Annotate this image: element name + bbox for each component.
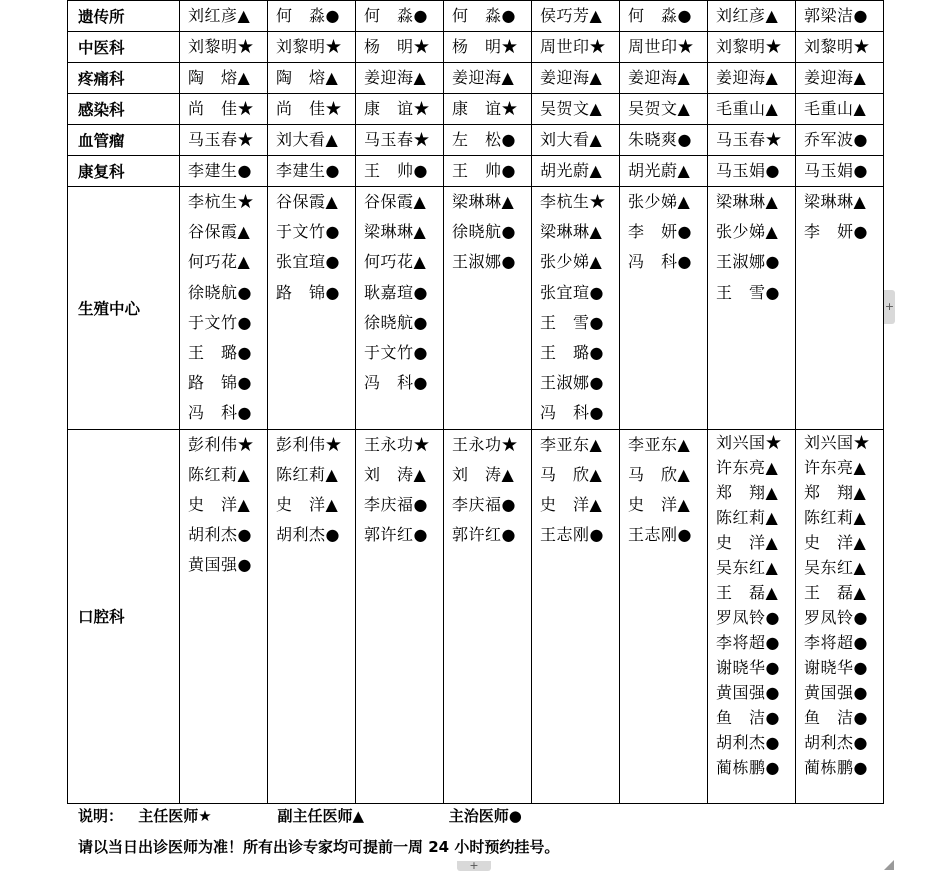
schedule-cell xyxy=(620,1,708,32)
doctor-entry: 罗凤铃● xyxy=(804,607,868,627)
doctor-entry: 马 欣▲ xyxy=(628,464,691,484)
doctor-entry: 李将超● xyxy=(716,632,780,652)
doctor-entry: 刘兴国★ xyxy=(804,432,871,452)
doctor-entry: 于文竹● xyxy=(188,312,252,332)
schedule-cell xyxy=(620,156,708,187)
department-row xyxy=(68,1,884,32)
doctor-entry: 谷保霞▲ xyxy=(188,222,251,242)
doctor-entry: 王 雪● xyxy=(540,312,604,332)
doctor-entry: 马玉春★ xyxy=(716,130,783,149)
doctor-entry: 李建生● xyxy=(188,161,252,180)
doctor-entry: 毛重山▲ xyxy=(804,99,867,118)
doctor-entry: 周世印★ xyxy=(540,37,607,56)
doctor-entry: 黄国强● xyxy=(188,554,252,574)
doctor-entry: 朱晓爽● xyxy=(628,130,692,149)
schedule-cell xyxy=(268,32,356,63)
doctor-entry: 谢晓华● xyxy=(716,657,780,677)
department-row xyxy=(68,63,884,94)
doctor-entry: 吴东红▲ xyxy=(716,557,779,577)
doctor-entry: 何 淼● xyxy=(628,6,692,25)
doctor-entry: 刘黎明★ xyxy=(716,37,783,56)
schedule-cell xyxy=(708,1,796,32)
schedule-cell xyxy=(444,1,532,32)
doctor-entry: 刘大看▲ xyxy=(276,130,339,149)
table-resize-icon[interactable] xyxy=(884,860,894,870)
doctor-entry: 尚 佳★ xyxy=(276,99,343,118)
doctor-entry: 徐晓航● xyxy=(452,222,516,242)
doctor-entry: 杨 明★ xyxy=(452,37,519,56)
doctor-entry: 马玉娟● xyxy=(804,161,868,180)
schedule-table xyxy=(67,0,884,804)
schedule-cell xyxy=(708,63,796,94)
doctor-entry: 谢晓华● xyxy=(804,657,868,677)
doctor-entry: 陈红莉▲ xyxy=(276,464,339,484)
doctor-entry: 刘黎明★ xyxy=(804,37,871,56)
department-row xyxy=(68,125,884,156)
doctor-entry: 郑 翔▲ xyxy=(804,482,867,502)
doctor-entry: 马玉春★ xyxy=(364,130,431,149)
doctor-entry: 刘红彦▲ xyxy=(716,6,779,25)
doctor-entry: 王永功★ xyxy=(452,434,519,454)
doctor-entry: 王永功★ xyxy=(364,434,431,454)
doctor-entry: 梁琳琳▲ xyxy=(364,222,427,242)
legend-associate: 副主任医师▲ xyxy=(277,807,365,825)
doctor-entry: 王 璐● xyxy=(540,343,604,363)
doctor-entry: 何 淼● xyxy=(276,6,340,25)
doctor-entry: 史 洋▲ xyxy=(188,494,251,514)
schedule-cell xyxy=(356,187,444,430)
department-row xyxy=(68,429,884,803)
doctor-entry: 胡利杰● xyxy=(804,732,868,752)
doctor-entry: 史 洋▲ xyxy=(628,494,691,514)
doctor-entry: 何巧花▲ xyxy=(188,252,251,272)
schedule-cell xyxy=(532,429,620,803)
doctor-entry: 姜迎海▲ xyxy=(716,68,779,87)
doctor-entry: 刘 涛▲ xyxy=(364,464,427,484)
doctor-entry: 冯 科● xyxy=(188,403,252,423)
department-name: 血管瘤 xyxy=(68,125,180,156)
schedule-cell xyxy=(356,429,444,803)
doctor-entry: 许东亮▲ xyxy=(716,457,779,477)
doctor-entry: 冯 科● xyxy=(540,403,604,423)
doctor-entry: 张少娣▲ xyxy=(628,192,691,211)
department-row xyxy=(68,94,884,125)
department-name: 疼痛科 xyxy=(68,63,180,94)
schedule-cell xyxy=(532,63,620,94)
doctor-entry: 姜迎海▲ xyxy=(804,68,867,87)
schedule-cell xyxy=(444,429,532,803)
schedule-cell xyxy=(268,187,356,430)
doctor-entry: 张少娣▲ xyxy=(540,252,603,272)
doctor-entry: 郑 翔▲ xyxy=(716,482,779,502)
doctor-entry: 何 淼● xyxy=(452,6,516,25)
doctor-entry: 马 欣▲ xyxy=(540,464,603,484)
doctor-entry: 许东亮▲ xyxy=(804,457,867,477)
doctor-entry: 康 谊★ xyxy=(364,99,431,118)
doctor-entry: 于文竹● xyxy=(364,343,428,363)
doctor-entry: 王 雪● xyxy=(716,282,780,302)
doctor-entry: 蔺栋鹏● xyxy=(716,757,780,777)
doctor-entry: 张宜瑄● xyxy=(540,282,604,302)
schedule-cell xyxy=(444,125,532,156)
doctor-entry: 罗凤铃● xyxy=(716,607,780,627)
doctor-entry: 王淑娜● xyxy=(540,373,604,393)
doctor-entry: 梁琳琳▲ xyxy=(716,192,779,211)
schedule-cell xyxy=(268,125,356,156)
doctor-entry: 郭梁洁● xyxy=(804,6,868,25)
legend-attending: 主治医师● xyxy=(448,807,522,825)
doctor-entry: 胡光蔚▲ xyxy=(540,161,603,180)
doctor-entry: 姜迎海▲ xyxy=(364,68,427,87)
schedule-cell xyxy=(532,94,620,125)
department-name: 遗传所 xyxy=(68,1,180,32)
doctor-entry: 史 洋▲ xyxy=(540,494,603,514)
doctor-entry: 王淑娜● xyxy=(716,252,780,272)
schedule-cell xyxy=(444,187,532,430)
doctor-entry: 刘红彦▲ xyxy=(188,6,251,25)
schedule-cell xyxy=(268,429,356,803)
schedule-cell xyxy=(444,94,532,125)
doctor-entry: 吴东红▲ xyxy=(804,557,867,577)
schedule-cell xyxy=(796,187,884,430)
doctor-entry: 李建生● xyxy=(276,161,340,180)
doctor-entry: 王淑娜● xyxy=(452,252,516,272)
doctor-entry: 李亚东▲ xyxy=(628,434,691,454)
schedule-cell xyxy=(620,94,708,125)
schedule-cell xyxy=(796,94,884,125)
doctor-entry: 刘黎明★ xyxy=(188,37,255,56)
schedule-cell xyxy=(708,32,796,63)
doctor-entry: 张宜瑄● xyxy=(276,252,340,272)
legend-title: 说明： xyxy=(78,807,124,825)
schedule-cell xyxy=(532,156,620,187)
doctor-entry: 谷保霞▲ xyxy=(364,192,427,211)
doctor-entry: 刘兴国★ xyxy=(716,432,783,452)
doctor-entry: 史 洋▲ xyxy=(276,494,339,514)
doctor-entry: 姜迎海▲ xyxy=(540,68,603,87)
schedule-cell xyxy=(796,125,884,156)
legend xyxy=(78,805,522,826)
schedule-cell xyxy=(620,32,708,63)
schedule-cell xyxy=(532,1,620,32)
schedule-cell xyxy=(708,187,796,430)
schedule-cell xyxy=(620,125,708,156)
schedule-cell xyxy=(356,32,444,63)
schedule-cell xyxy=(620,63,708,94)
doctor-entry: 李庆福● xyxy=(452,494,516,514)
schedule-cell xyxy=(796,1,884,32)
schedule-cell xyxy=(268,63,356,94)
schedule-cell xyxy=(268,94,356,125)
doctor-entry: 何 淼● xyxy=(364,6,428,25)
schedule-cell xyxy=(180,1,268,32)
schedule-cell xyxy=(444,32,532,63)
doctor-entry: 于文竹● xyxy=(276,222,340,242)
schedule-cell xyxy=(268,1,356,32)
doctor-entry: 蔺栋鹏● xyxy=(804,757,868,777)
schedule-cell xyxy=(180,125,268,156)
schedule-cell xyxy=(180,63,268,94)
doctor-entry: 刘大看▲ xyxy=(540,130,603,149)
table-add-row-handle[interactable]: + xyxy=(457,861,491,871)
schedule-cell xyxy=(268,156,356,187)
schedule-cell xyxy=(620,429,708,803)
schedule-cell xyxy=(708,429,796,803)
doctor-entry: 郭许红● xyxy=(452,524,516,544)
doctor-entry: 乔军波● xyxy=(804,130,868,149)
booking-notice: 请以当日出诊医师为准！所有出诊专家均可提前一周 24 小时预约挂号。 xyxy=(78,838,560,856)
doctor-entry: 李亚东▲ xyxy=(540,434,603,454)
schedule-cell xyxy=(356,125,444,156)
department-name: 生殖中心 xyxy=(68,187,180,430)
doctor-entry: 杨 明★ xyxy=(364,37,431,56)
schedule-cell xyxy=(180,156,268,187)
department-name: 感染科 xyxy=(68,94,180,125)
doctor-entry: 胡光蔚▲ xyxy=(628,161,691,180)
doctor-entry: 耿嘉瑄● xyxy=(364,282,428,302)
doctor-entry: 姜迎海▲ xyxy=(628,68,691,87)
schedule-cell xyxy=(796,429,884,803)
doctor-entry: 王 磊▲ xyxy=(804,582,867,602)
doctor-entry: 路 锦● xyxy=(276,282,340,302)
doctor-entry: 李 妍● xyxy=(804,222,868,242)
doctor-entry: 梁琳琳▲ xyxy=(452,192,515,211)
legend-chief: 主任医师★ xyxy=(138,807,212,825)
schedule-cell xyxy=(532,187,620,430)
doctor-entry: 黄国强● xyxy=(716,682,780,702)
department-name: 口腔科 xyxy=(68,429,180,803)
doctor-entry: 刘 涛▲ xyxy=(452,464,515,484)
doctor-entry: 李杭生★ xyxy=(188,192,255,211)
doctor-entry: 梁琳琳▲ xyxy=(804,192,867,211)
doctor-entry: 尚 佳★ xyxy=(188,99,255,118)
doctor-entry: 徐晓航● xyxy=(188,282,252,302)
schedule-cell xyxy=(708,94,796,125)
doctor-entry: 史 洋▲ xyxy=(716,532,779,552)
doctor-entry: 何巧花▲ xyxy=(364,252,427,272)
doctor-entry: 彭利伟★ xyxy=(276,434,343,454)
department-name: 中医科 xyxy=(68,32,180,63)
doctor-entry: 陈红莉▲ xyxy=(188,464,251,484)
department-name: 康复科 xyxy=(68,156,180,187)
schedule-cell xyxy=(708,156,796,187)
schedule-cell xyxy=(180,94,268,125)
doctor-entry: 徐晓航● xyxy=(364,312,428,332)
schedule-cell xyxy=(796,32,884,63)
doctor-entry: 彭利伟★ xyxy=(188,434,255,454)
doctor-entry: 陶 熔▲ xyxy=(188,68,251,87)
doctor-entry: 陈红莉▲ xyxy=(716,507,779,527)
schedule-cell xyxy=(356,1,444,32)
doctor-entry: 郭许红● xyxy=(364,524,428,544)
doctor-entry: 刘黎明★ xyxy=(276,37,343,56)
doctor-entry: 冯 科● xyxy=(628,252,692,272)
doctor-entry: 张少娣▲ xyxy=(716,222,779,242)
doctor-entry: 李将超● xyxy=(804,632,868,652)
schedule-cell xyxy=(356,156,444,187)
department-row xyxy=(68,156,884,187)
doctor-entry: 左 松● xyxy=(452,130,516,149)
schedule-cell xyxy=(444,63,532,94)
doctor-entry: 冯 科● xyxy=(364,373,428,393)
doctor-entry: 李杭生★ xyxy=(540,192,607,211)
schedule-cell xyxy=(180,187,268,430)
schedule-cell xyxy=(796,156,884,187)
doctor-entry: 王 璐● xyxy=(188,343,252,363)
doctor-entry: 吴贺文▲ xyxy=(540,99,603,118)
doctor-entry: 姜迎海▲ xyxy=(452,68,515,87)
doctor-entry: 康 谊★ xyxy=(452,99,519,118)
doctor-entry: 黄国强● xyxy=(804,682,868,702)
doctor-entry: 陈红莉▲ xyxy=(804,507,867,527)
schedule-body xyxy=(68,1,884,804)
doctor-entry: 王 帅● xyxy=(452,161,516,180)
schedule-cell xyxy=(356,94,444,125)
schedule-cell xyxy=(620,187,708,430)
doctor-entry: 胡利杰● xyxy=(716,732,780,752)
doctor-entry: 李 妍● xyxy=(628,222,692,242)
doctor-entry: 吴贺文▲ xyxy=(628,99,691,118)
doctor-entry: 胡利杰● xyxy=(276,524,340,544)
doctor-entry: 梁琳琳▲ xyxy=(540,222,603,242)
doctor-entry: 王 磊▲ xyxy=(716,582,779,602)
doctor-entry: 陶 熔▲ xyxy=(276,68,339,87)
table-add-column-handle[interactable]: + xyxy=(884,290,895,324)
schedule-cell xyxy=(532,32,620,63)
doctor-entry: 史 洋▲ xyxy=(804,532,867,552)
schedule-cell xyxy=(356,63,444,94)
doctor-entry: 毛重山▲ xyxy=(716,99,779,118)
schedule-cell xyxy=(532,125,620,156)
doctor-entry: 鱼 洁● xyxy=(716,707,780,727)
doctor-entry: 王志刚● xyxy=(628,524,692,544)
schedule-cell xyxy=(444,156,532,187)
doctor-entry: 马玉娟● xyxy=(716,161,780,180)
schedule-cell xyxy=(708,125,796,156)
schedule-cell xyxy=(180,32,268,63)
doctor-entry: 侯巧芳▲ xyxy=(540,6,603,25)
doctor-entry: 路 锦● xyxy=(188,373,252,393)
doctor-entry: 鱼 洁● xyxy=(804,707,868,727)
department-row xyxy=(68,32,884,63)
doctor-entry: 周世印★ xyxy=(628,37,695,56)
schedule-cell xyxy=(180,429,268,803)
doctor-entry: 马玉春★ xyxy=(188,130,255,149)
doctor-entry: 李庆福● xyxy=(364,494,428,514)
doctor-entry: 谷保霞▲ xyxy=(276,192,339,211)
schedule-cell xyxy=(796,63,884,94)
doctor-entry: 王 帅● xyxy=(364,161,428,180)
department-row xyxy=(68,187,884,430)
doctor-entry: 王志刚● xyxy=(540,524,604,544)
doctor-entry: 胡利杰● xyxy=(188,524,252,544)
